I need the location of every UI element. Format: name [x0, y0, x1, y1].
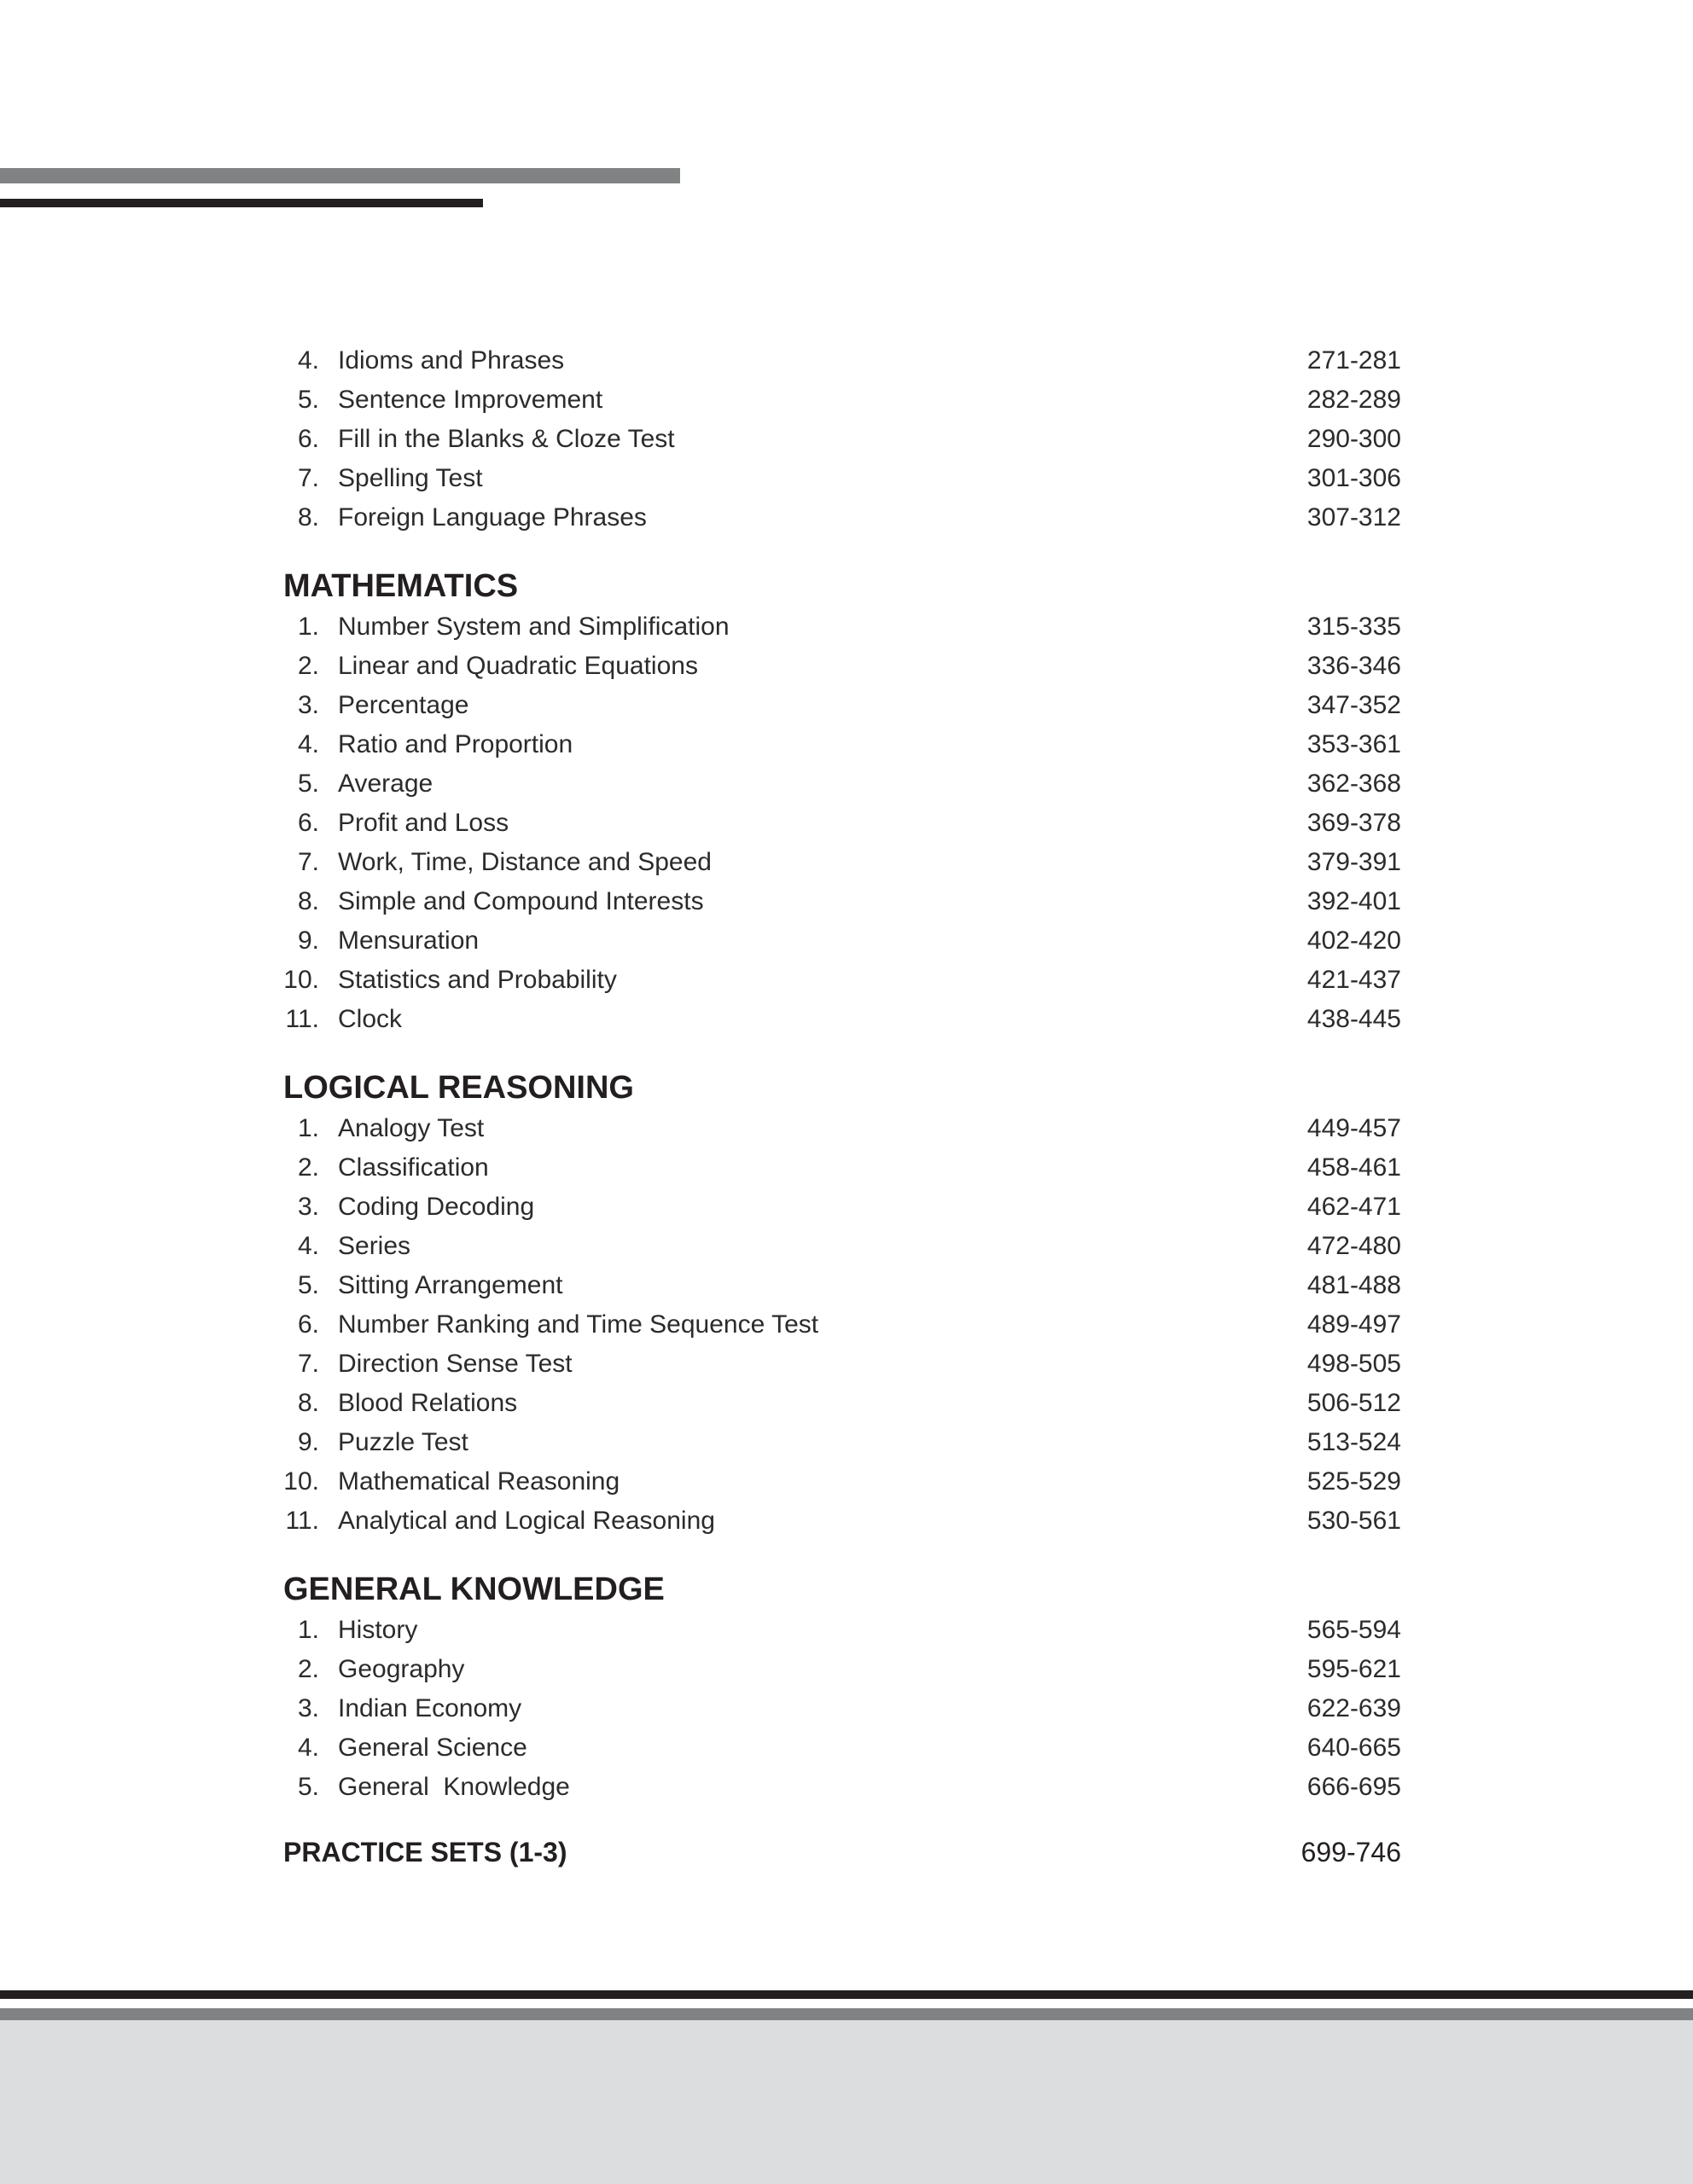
entry-pages: 513-524 — [1306, 1428, 1401, 1456]
entry-title: Idioms and Phrases — [338, 346, 565, 375]
entry-pages: 392-401 — [1306, 887, 1401, 915]
toc-entry[interactable] — [283, 459, 1401, 498]
toc-entry[interactable] — [283, 882, 1401, 921]
toc-entry[interactable] — [283, 1227, 1401, 1266]
entry-number: 11. — [285, 1005, 319, 1033]
entry-number: 2. — [297, 1153, 319, 1182]
entry-title: Linear and Quadratic Equations — [338, 652, 698, 680]
section-heading: MATHEMATICS — [283, 568, 519, 604]
entry-pages: 489-497 — [1306, 1310, 1401, 1339]
toc-entry[interactable] — [283, 1384, 1401, 1423]
table-of-contents — [283, 341, 1401, 1872]
entry-pages: 458-461 — [1306, 1153, 1401, 1182]
entry-pages: 307-312 — [1306, 503, 1401, 531]
toc-entry[interactable] — [283, 341, 1401, 380]
toc-entry[interactable] — [283, 1611, 1401, 1650]
toc-entry[interactable] — [283, 498, 1401, 537]
footer-band — [0, 2020, 1693, 2184]
entry-pages: 301-306 — [1306, 464, 1401, 492]
entry-number: 8. — [297, 1389, 319, 1417]
entry-title: Sitting Arrangement — [338, 1271, 563, 1299]
entry-number: 4. — [297, 1734, 319, 1762]
entry-pages: 402-420 — [1306, 926, 1401, 955]
entry-title: Geography — [338, 1655, 465, 1683]
entry-title: Coding Decoding — [338, 1193, 535, 1221]
entry-pages: 622-639 — [1306, 1694, 1401, 1722]
entry-number: 8. — [297, 887, 319, 915]
entry-number: 10. — [283, 1467, 319, 1496]
entry-title: Fill in the Blanks & Cloze Test — [338, 425, 675, 453]
entry-title: Analogy Test — [338, 1114, 485, 1142]
entry-number: 3. — [297, 1193, 319, 1221]
toc-entry[interactable] — [283, 1728, 1401, 1768]
entry-pages: 421-437 — [1306, 966, 1401, 994]
entry-title: History — [338, 1616, 418, 1644]
entry-number: 5. — [297, 386, 319, 414]
entry-pages: 336-346 — [1306, 652, 1401, 680]
entry-number: 10. — [283, 966, 319, 994]
toc-entry[interactable] — [283, 1266, 1401, 1305]
toc-entry[interactable] — [283, 725, 1401, 764]
toc-entry[interactable] — [283, 420, 1401, 459]
entry-pages: 640-665 — [1306, 1734, 1401, 1762]
entry-title: Number System and Simplification — [338, 613, 730, 641]
entry-pages: 666-695 — [1306, 1773, 1401, 1801]
entry-pages: 379-391 — [1306, 848, 1401, 876]
toc-entry[interactable] — [283, 1462, 1401, 1502]
entry-number: 1. — [297, 1616, 319, 1644]
entry-pages: 362-368 — [1306, 770, 1401, 798]
entry-pages: 481-488 — [1306, 1271, 1401, 1299]
toc-entry[interactable] — [283, 1148, 1401, 1188]
entry-title: Spelling Test — [338, 464, 483, 492]
entry-title: Statistics and Probability — [338, 966, 617, 994]
entry-title: Indian Economy — [338, 1694, 522, 1722]
entry-pages: 353-361 — [1306, 730, 1401, 758]
entry-title: Profit and Loss — [338, 809, 509, 837]
toc-entry[interactable] — [283, 647, 1401, 686]
entry-pages: 506-512 — [1306, 1389, 1401, 1417]
entry-title: Sentence Improvement — [338, 386, 603, 414]
toc-entry[interactable] — [283, 1000, 1401, 1039]
entry-number: 2. — [297, 652, 319, 680]
entry-pages: 498-505 — [1306, 1350, 1401, 1378]
section-general-knowledge — [283, 1568, 1401, 1807]
toc-entry[interactable] — [283, 764, 1401, 804]
entry-title: Work, Time, Distance and Speed — [338, 848, 712, 876]
entry-number: 2. — [297, 1655, 319, 1683]
entry-number: 6. — [297, 809, 319, 837]
entry-title: Direction Sense Test — [338, 1350, 573, 1378]
top-gray-rule — [0, 168, 680, 183]
toc-entry[interactable] — [283, 1305, 1401, 1345]
entry-number: 7. — [297, 1350, 319, 1378]
entry-pages: 472-480 — [1306, 1232, 1401, 1260]
toc-entry[interactable] — [283, 921, 1401, 961]
entry-title: Percentage — [338, 691, 469, 719]
entry-number: 1. — [297, 613, 319, 641]
entry-pages: 525-529 — [1306, 1467, 1401, 1496]
entry-pages: 282-289 — [1306, 386, 1401, 414]
entry-title: Ratio and Proportion — [338, 730, 573, 758]
entry-title: Puzzle Test — [338, 1428, 468, 1456]
entry-title: Blood Relations — [338, 1389, 518, 1417]
toc-entry-practice-sets[interactable] — [283, 1833, 1401, 1872]
entry-pages: 369-378 — [1306, 809, 1401, 837]
toc-entry[interactable] — [283, 1345, 1401, 1384]
entry-pages: 595-621 — [1306, 1655, 1401, 1683]
entry-number: 4. — [297, 730, 319, 758]
entry-pages: 530-561 — [1306, 1507, 1401, 1535]
section-mathematics — [283, 565, 1401, 1039]
top-black-rule — [0, 199, 483, 207]
toc-entry[interactable] — [283, 843, 1401, 882]
entry-pages: 290-300 — [1306, 425, 1401, 453]
entry-number: 9. — [297, 926, 319, 955]
toc-entry[interactable] — [283, 804, 1401, 843]
toc-entry[interactable] — [283, 1689, 1401, 1728]
bottom-black-rule — [0, 1990, 1693, 1999]
entry-number: 3. — [297, 691, 319, 719]
toc-entry[interactable] — [283, 1502, 1401, 1541]
bottom-gray-rule — [0, 2008, 1693, 2020]
toc-entry[interactable] — [283, 1188, 1401, 1227]
entry-pages: 271-281 — [1306, 346, 1401, 375]
entry-number: 8. — [297, 503, 319, 531]
section-heading: GENERAL KNOWLEDGE — [283, 1571, 665, 1607]
toc-entry[interactable] — [283, 1423, 1401, 1462]
entry-title: General Knowledge — [338, 1773, 570, 1801]
entry-number: 7. — [297, 464, 319, 492]
entry-title: Mensuration — [338, 926, 480, 955]
entry-number: 9. — [297, 1428, 319, 1456]
toc-entry[interactable] — [283, 380, 1401, 420]
entry-number: 7. — [297, 848, 319, 876]
toc-entry[interactable] — [283, 961, 1401, 1000]
entry-number: 4. — [297, 1232, 319, 1260]
practice-sets-pages: 699-746 — [1300, 1837, 1401, 1867]
entry-title: Classification — [338, 1153, 489, 1182]
entry-number: 3. — [297, 1694, 319, 1722]
entry-pages: 438-445 — [1306, 1005, 1401, 1033]
entry-number: 4. — [297, 346, 319, 375]
section-heading: LOGICAL REASONING — [283, 1070, 634, 1106]
entry-pages: 347-352 — [1306, 691, 1401, 719]
entry-number: 6. — [297, 1310, 319, 1339]
toc-entry[interactable] — [283, 1650, 1401, 1689]
entry-title: Number Ranking and Time Sequence Test — [338, 1310, 819, 1339]
entry-number: 11. — [285, 1507, 319, 1535]
entry-number: 5. — [297, 770, 319, 798]
intro-list — [283, 341, 1401, 537]
entry-pages: 565-594 — [1306, 1616, 1401, 1644]
toc-entry[interactable] — [283, 686, 1401, 725]
entry-title: Series — [338, 1232, 411, 1260]
entry-pages: 315-335 — [1306, 613, 1401, 641]
entry-number: 5. — [297, 1271, 319, 1299]
entry-pages: 449-457 — [1306, 1114, 1401, 1142]
toc-entry[interactable] — [283, 607, 1401, 647]
entry-number: 5. — [297, 1773, 319, 1801]
entry-number: 6. — [297, 425, 319, 453]
entry-title: Analytical and Logical Reasoning — [338, 1507, 715, 1535]
entry-pages: 462-471 — [1306, 1193, 1401, 1221]
entry-title: Mathematical Reasoning — [338, 1467, 620, 1496]
practice-sets-title: PRACTICE SETS (1-3) — [283, 1837, 567, 1867]
entry-title: Average — [338, 770, 433, 798]
section-logical-reasoning — [283, 1066, 1401, 1541]
entry-title: Clock — [338, 1005, 403, 1033]
entry-title: Foreign Language Phrases — [338, 503, 647, 531]
entry-number: 1. — [297, 1114, 319, 1142]
toc-entry[interactable] — [283, 1109, 1401, 1148]
entry-title: General Science — [338, 1734, 527, 1762]
entry-title: Simple and Compound Interests — [338, 887, 704, 915]
toc-entry[interactable] — [283, 1768, 1401, 1807]
